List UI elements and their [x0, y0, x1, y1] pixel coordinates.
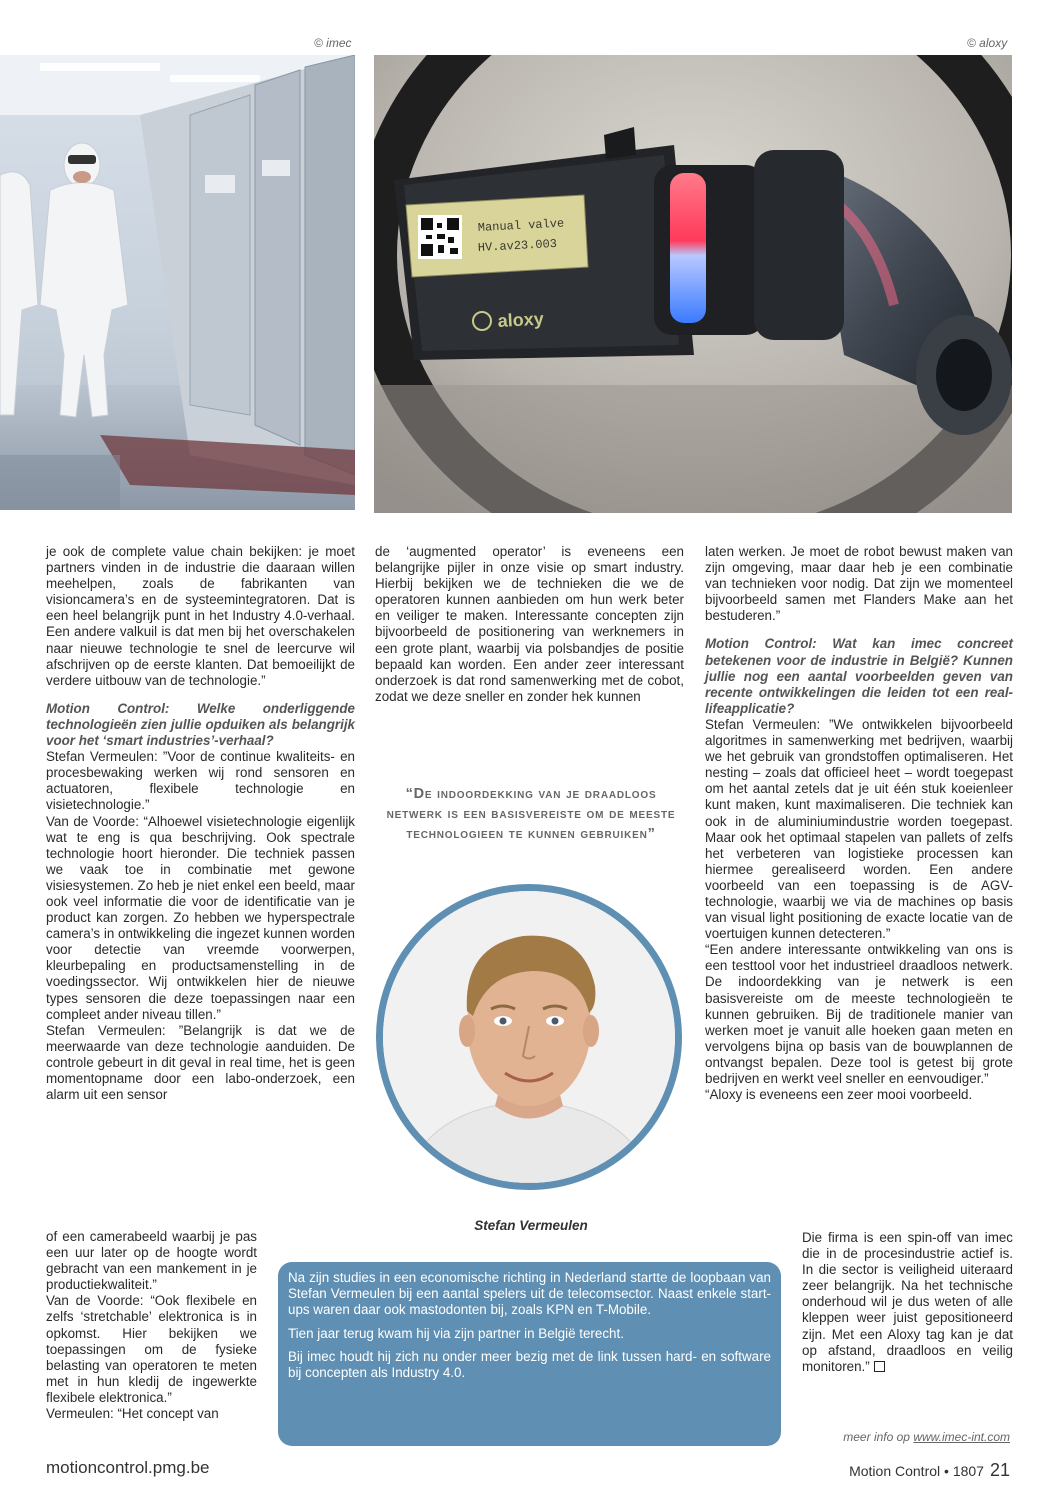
- more-info-line: [843, 1430, 1010, 1444]
- bio-para-3: Bij imec houdt hij zich nu onder meer bezig met de link tussen hard- en software bij concepten als Industry 4.0.: [288, 1348, 771, 1381]
- article-column-1-narrow: [46, 1229, 257, 1422]
- aloxy-valve-photo: [374, 55, 1012, 513]
- photo-credit-aloxy: © aloxy: [967, 36, 1008, 50]
- article-column-2: [375, 544, 684, 705]
- col3-para-3: “Een andere interessante ontwikkeling van ons is een testtool voor het industrieel draadloos netwerk. De indoordekking van je netwerk is een basisvereiste om de meeste technologieën te kunnen gebruiken. Bij de traditionele manier van werken moet je vanuit alle hoeken gaan meten en vervolgens bijna op basis van de bouwplannen de ontvangst bepalen. Deze tool is getest bij grote bedrijven en werkt veel sneller en eenvoudiger.”: [705, 942, 1013, 1086]
- col3-question-1: Motion Control: Wat kan imec concreet betekenen voor de industrie in België? Kunnen jullie nog een aantal voorbeelden geven van recente ontwikkelingen die leiden tot een real-lifeapplicatie?: [705, 636, 1013, 716]
- bio-para-1: Na zijn studies in een economische richting in Nederland startte de loopbaan van Stefan Vermeulen bij een aantal spelers uit de telecomsector. Naast enkele start-ups waren daar ook mastodonten bij, zoals KPN en T-Mobile.: [288, 1270, 771, 1318]
- col1-para-4: Stefan Vermeulen: ”Belangrijk is dat we de meerwaarde van deze technologie aanduiden. De controle gebeurt in dit geval in real time, het is geen momentopname door een labo-onderzoek, een alarm uit een sensor: [46, 1022, 355, 1103]
- device-label-line2: HV.av23.003: [477, 236, 558, 255]
- more-info-link[interactable]: www.imec-int.com: [913, 1430, 1010, 1444]
- portrait-stefan-vermeulen: [376, 884, 682, 1190]
- article-column-3-narrow: [802, 1230, 1013, 1375]
- article-column-1: [46, 544, 355, 1103]
- col1-narrow-para-1: of een camerabeeld waarbij je pas een uur later op de hoogte wordt gebracht van een mankement in je productiekwaliteit.”: [46, 1229, 257, 1293]
- more-info-prefix: meer info op: [843, 1430, 914, 1444]
- photo-credit-imec: © imec: [314, 36, 352, 50]
- col1-para-2: Stefan Vermeulen: ”Voor de continue kwaliteits- en procesbewaking werken wij rond sensoren en actuatoren, flexibele technologie en visietechnologie.”: [46, 749, 355, 813]
- col1-narrow-para-2: Van de Voorde: “Ook flexibele en zelfs ‘stretchable’ elektronica is in opkomst. Hier bekijken we toepassingen om de fysieke belasting van operatoren te meten met in hun kledij de ingewerkte flexibele elektronica.”: [46, 1293, 257, 1405]
- bio-box: [278, 1262, 781, 1446]
- col2-para-1: de ‘augmented operator’ is eveneens een belangrijke pijler in onze visie op smart industry. Hierbij bekijken we de technieken die we de operatoren kunnen aanbieden om hun werk beter en veiliger te maken. Interessante concepten zijn bijvoorbeeld de positionering van werknemers in een grote plant, waarbij via polsbandjes de positie bepaald kan worden. Een ander zeer interessant onderzoek is dat rond samenwerking met de cobot, zodat we deze sneller en zonder hek kunnen: [375, 544, 684, 704]
- footer-issue: [849, 1460, 1010, 1481]
- page-number: 21: [989, 1460, 1010, 1480]
- article-column-3: [705, 544, 1013, 1103]
- col3-narrow-para: Die firma is een spin-off van imec die in de procesindustrie actief is. In die sector is veiligheid uiteraard zeer belangrijk. Na het technische onderhoud wil je dus weten of alle kleppen weer juist gepositioneerd zijn. Met een Aloxy tag kan je dat op afstand, draadloos en veilig monitoren.”: [802, 1230, 1013, 1374]
- col3-para-4: “Aloxy is eveneens een zeer mooi voorbeeld.: [705, 1087, 973, 1103]
- pull-quote: “De indoordekking van je draadloos netwerk is een basisvereiste om de meeste technologieen te kunnen gebruiken”: [386, 786, 676, 842]
- col3-para-1: laten werken. Je moet de robot bewust maken van zijn omgeving, maar daar heb je een combinatie van technieken voor nodig. Dat zijn we momenteel bijvoorbeeld samen met Flanders Make aan het bestuderen.”: [705, 544, 1013, 624]
- cleanroom-photo: [0, 55, 355, 510]
- footer-site[interactable]: motioncontrol.pmg.be: [46, 1458, 210, 1477]
- device-label-line1: Manual valve: [477, 216, 565, 235]
- col3-para-2: Stefan Vermeulen: ”We ontwikkelen bijvoorbeeld algoritmes in samenwerking met bedrijven, waarbij we het gebruik van grondstoffen optimaliseren. Het nesting – zoals dat officieel heet – wordt toegepast om het aantal zetels dat je uit één stuk koeienleer kunt maken, kunt maximaliseren. Die techniek kan ook in de aluminiumindustrie worden toegepast. Maar ook het optimaal stapelen van pallets of zelfs het verbeteren van logistieke processen kan hiermee gerealiseerd worden. Een andere voorbeeld van een toepassing is de AGV-technologie, waarbij we via de machines op basis van visual light positioning de exacte locatie van de voertuigen kunnen detecteren.”: [705, 716, 1013, 942]
- device-brand: aloxy: [497, 308, 545, 331]
- col1-para-3: Van de Voorde: “Alhoewel visietechnologie eigenlijk wat te eng is qua beschrijving. Ook spectrale technologie hoort hieronder. Die techniek passen we vaak toe in combinatie met gewone visiesystemen. Zo heb je niet enkel een beeld, maar ook veel informatie die voor de identificatie van je product kan zorgen. Zo hebben we hyperspectrale camera’s in ontwikkeling die ingezet kunnen worden voor detectie van vreemde voorwerpen, kleurbepaling en productsamenstelling in de voedingssector. Wij ontwikkelen hier de nieuwe types sensoren die deze toepassingen naar een compleet ander niveau tillen.”: [46, 813, 355, 1022]
- end-of-article-icon: [874, 1361, 885, 1372]
- footer-issue-label: Motion Control • 1807: [849, 1463, 984, 1479]
- col1-narrow-para-3: Vermeulen: “Het concept van: [46, 1406, 219, 1422]
- col1-question-1: Motion Control: Welke onderliggende technologieën zien jullie opduiken als belangrijk voor het ‘smart industries’-verhaal?: [46, 700, 355, 749]
- portrait-caption: Stefan Vermeulen: [474, 1218, 588, 1233]
- col1-para-1: je ook de complete value chain bekijken: je moet partners vinden in de industrie die daaraan willen meehelpen, zoals de fabrikanten van visioncamera’s en de systeemintegratoren. Dat is een heel belangrijk punt in het Industry 4.0-verhaal. Een andere valkuil is dat men bij het overschakelen naar nieuwe technologie te snel de leercurve wil afschrijven op de eerste klanten. Dat bemoeilijkt de verdere uitbouw van de technologie.”: [46, 544, 355, 688]
- bio-para-2: Tien jaar terug kwam hij via zijn partner in België terecht.: [288, 1325, 624, 1341]
